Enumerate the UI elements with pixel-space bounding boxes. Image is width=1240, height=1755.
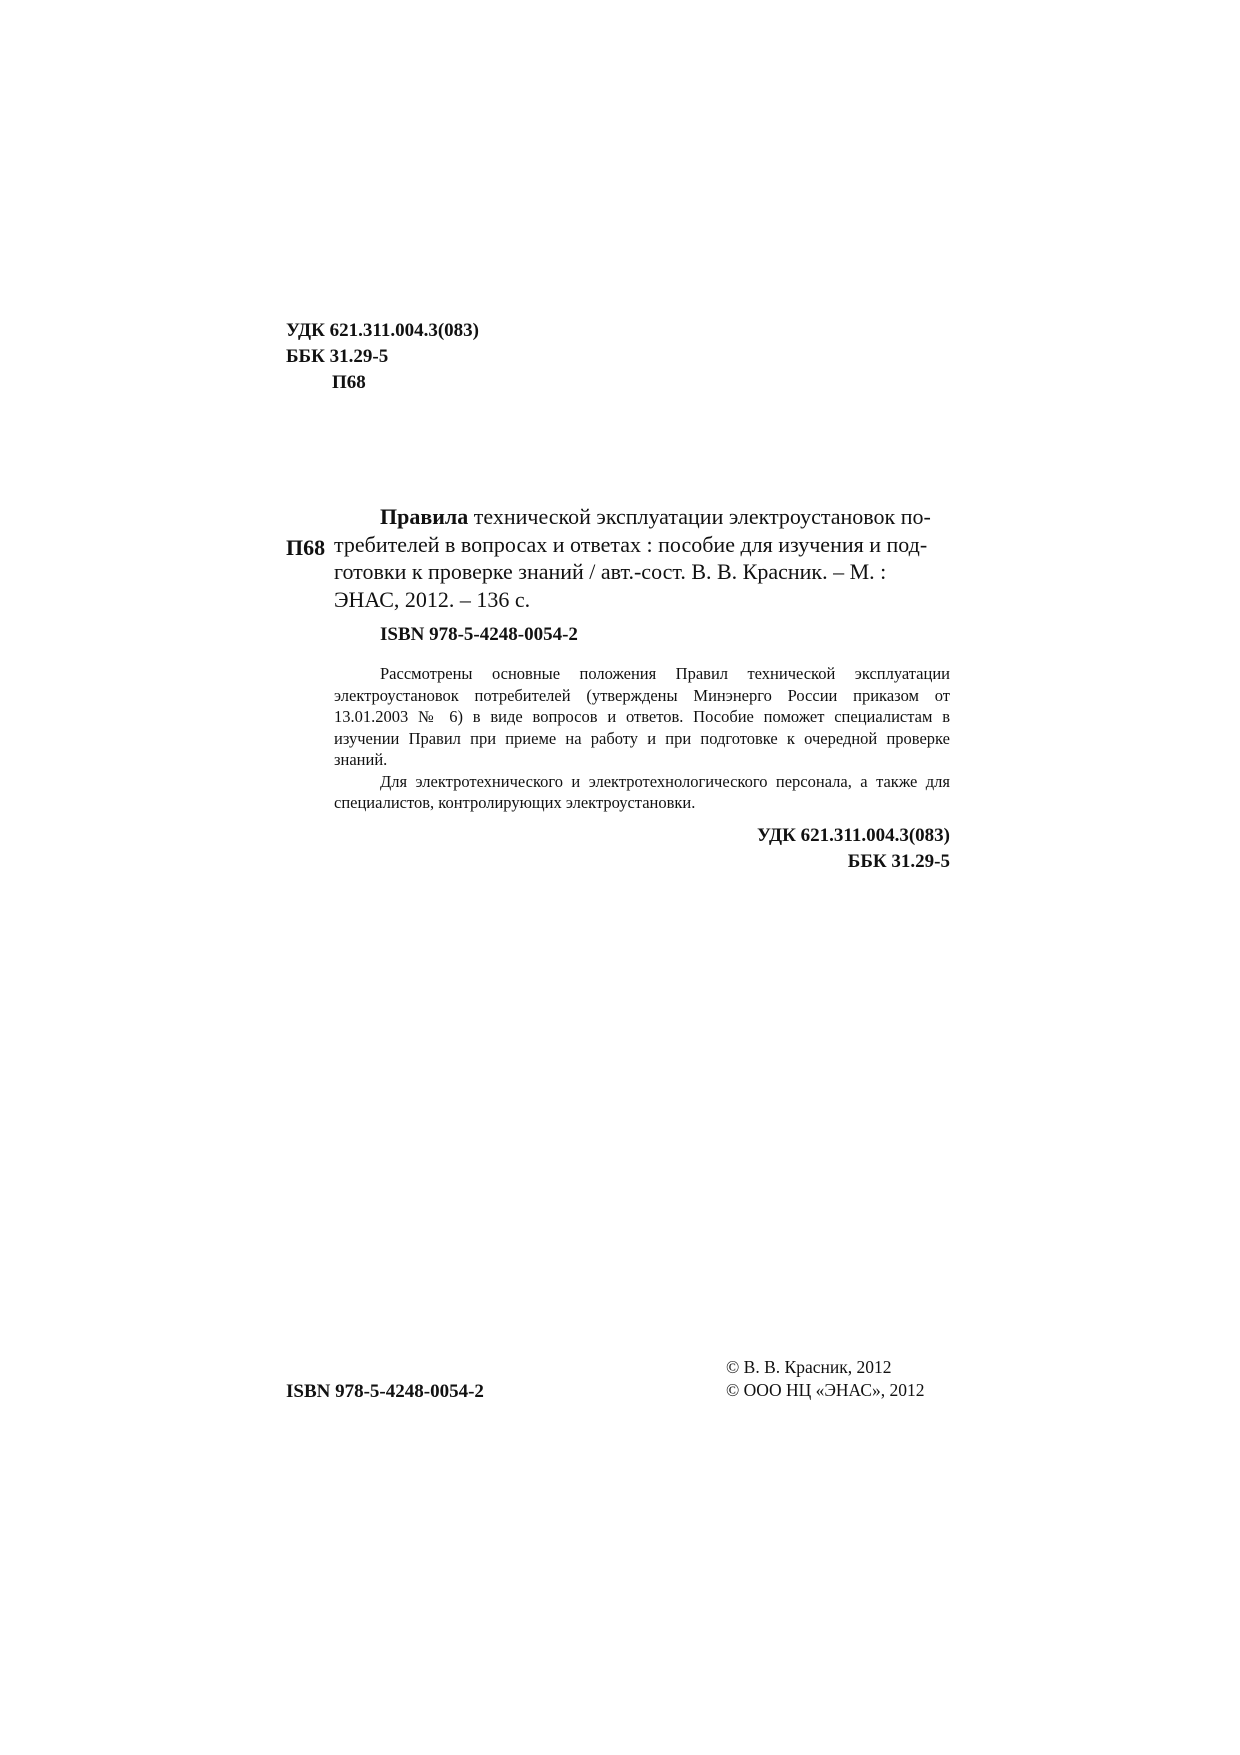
footer-isbn: ISBN 978-5-4248-0054-2 [286,1381,484,1402]
bbk-code: ББК 31.29-5 [847,851,950,872]
top-classification [286,318,479,396]
bottom-classification [600,823,950,875]
annotation [334,663,950,814]
record-line-2: требителей в вопросах и ответах : пособие для изучения и под- [334,531,928,557]
card-author-mark: П68 [286,535,326,560]
record-line-1-text: технической эксплуатации электроустановок по- [473,504,931,529]
udk-code: УДК 621.311.004.3(083) [286,320,479,341]
copyright-publisher: © ООО НЦ «ЭНАС», 2012 [726,1380,925,1400]
card-isbn: ISBN 978-5-4248-0054-2 [380,624,578,645]
udk-code: УДК 621.311.004.3(083) [757,825,950,846]
bbk-code: ББК 31.29-5 [286,346,389,367]
record-line-4: ЭНАС, 2012. – 136 с. [334,586,531,612]
copyright-block [726,1356,925,1402]
bibliographic-record [334,503,950,613]
record-title-bold: Правила [380,504,469,529]
annotation-paragraph: Рассмотрены основные положения Правил технической эксплуатации электроустановок потребителей (утверждены Минэнерго России приказом от 13.01.2003 № 6) в виде вопросов и ответов. Пособие поможет специалистам в изучении Правил при приеме на работу и при подготовке к очередной проверке знаний. [334,664,950,769]
author-mark: П68 [332,372,366,393]
record-line-3: готовки к проверке знаний / авт.-сост. В. В. Красник. – М. : [334,559,887,584]
record-line-1 [334,503,950,531]
annotation-paragraph: Для электротехнического и электротехнологического персонала, а также для специалистов, контролирующих электроустановки. [334,771,950,812]
copyright-author: © В. В. Красник, 2012 [726,1357,892,1377]
